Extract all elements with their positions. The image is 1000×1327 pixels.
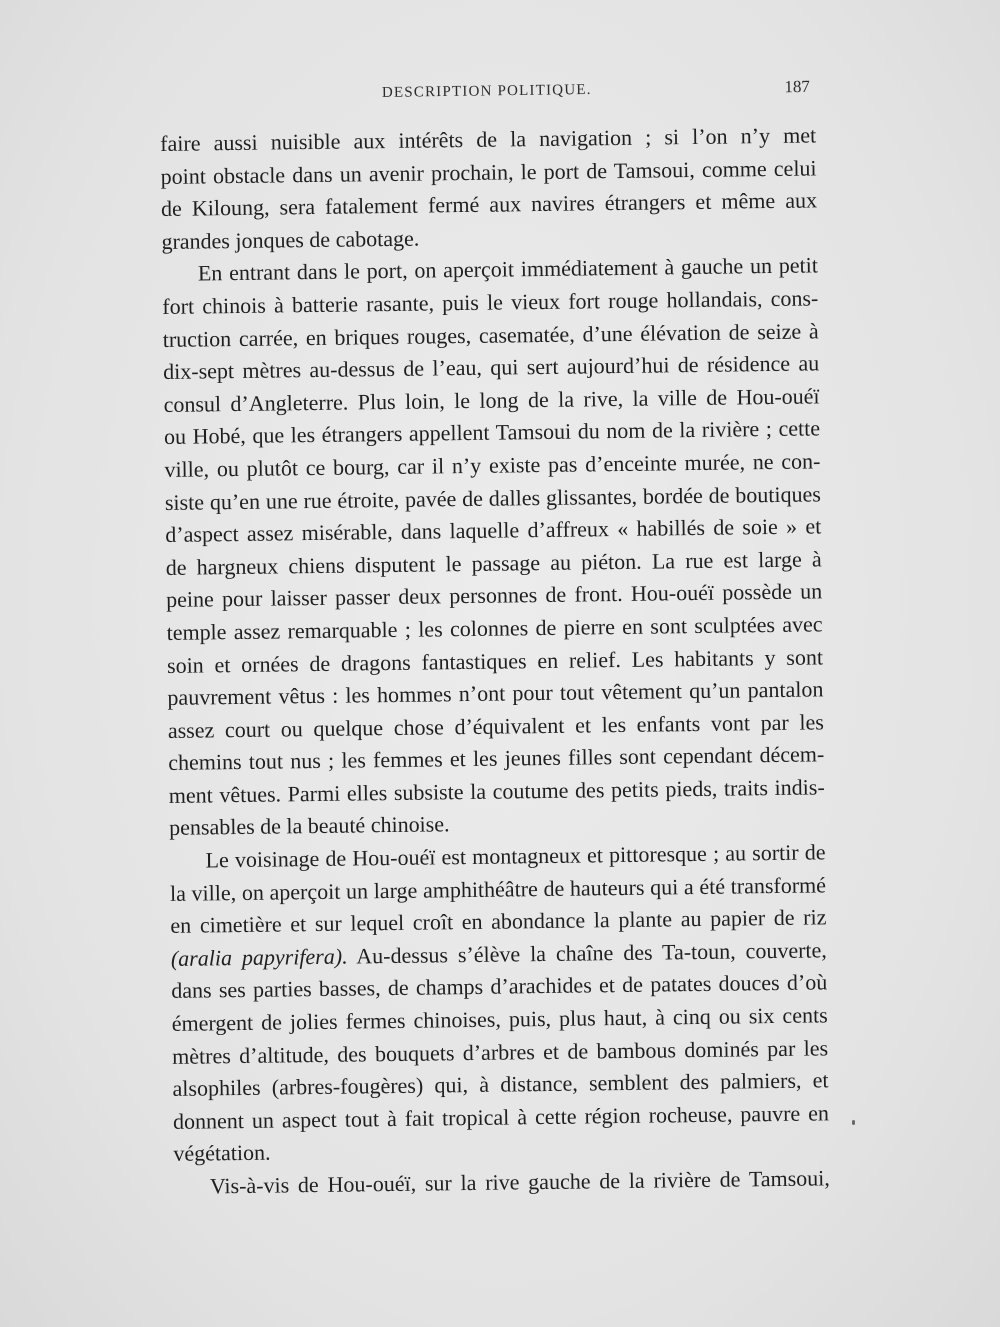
- page-number: 187: [784, 76, 810, 97]
- text-line: ment vêtues. Parmi elles subsiste la coutume des petits pieds, traits indis-: [168, 774, 825, 808]
- text-line: grandes jonques de cabotage.: [161, 225, 420, 254]
- text-line: assez court ou quelque chose d’équivalent et les enfants vont par les: [167, 709, 824, 743]
- text-line: la ville, on aperçoit un large amphithéâtre de hauteurs qui a été transformé: [169, 872, 827, 906]
- text-line: consul d’Angleterre. Plus loin, le long de la rive, la ville de Hou-ouéï: [163, 383, 820, 417]
- paper-speck: [852, 1120, 855, 1125]
- text-line: émergent de jolies fermes chinoises, puis, plus haut, à cinq ou six cents: [171, 1002, 828, 1036]
- text-line: faire aussi nuisible aux intérêts de la navigation ; si l’on n’y met: [160, 122, 817, 156]
- text-line: dans ses parties basses, de champs d’arachides et de patates douces d’où: [171, 969, 828, 1004]
- text-line-continuation: Au-dessus s’élève la chaîne des Ta-toun, couverte,: [347, 937, 827, 969]
- text-line: peine pour laisser passer deux personnes de front. Hou-ouéï possède un: [166, 578, 823, 613]
- text-line: ville, ou plutôt ce bourg, car il n’y existe pas d’enceinte murée, ne con-: [164, 448, 821, 482]
- paragraph-first-line: Vis-à-vis de Hou-ouéï, sur la rive gauche de la rivière de Tamsoui,: [209, 1165, 830, 1199]
- text-line: d’aspect assez misérable, dans laquelle d’affreux « habillés de soie » et: [165, 513, 822, 548]
- text-line: de Kiloung, sera fatalement fermé aux navires étrangers et même aux: [160, 187, 818, 222]
- text-line: de hargneux chiens disputent le passage au piéton. La rue est large à: [165, 546, 822, 580]
- text-line: alsophiles (arbres-fougères) qui, à distance, semblent des palmiers, et: [172, 1067, 829, 1102]
- text-line: mètres d’altitude, des bouquets d’arbres et de bambous dominés par les: [171, 1034, 829, 1069]
- paragraph-first-line: Le voisinage de Hou-ouéï est montagneux et pittoresque ; au sortir de: [205, 839, 826, 873]
- text-line: dix-sept mètres au-dessus de l’eau, qui sert aujourd’hui de résidence au: [163, 350, 820, 385]
- text-line: donnent un aspect tout à fait tropical à cette région rocheuse, pauvre en: [172, 1100, 830, 1134]
- text-line: siste qu’en une rue étroite, pavée de dalles glissantes, bordée de boutiques: [164, 480, 822, 515]
- text-line: fort chinois à batterie rasante, puis le vieux fort rouge hollandais, cons-: [162, 285, 819, 319]
- text-line: végétation.: [173, 1140, 271, 1167]
- running-title: DESCRIPTION POLITIQUE.: [381, 81, 592, 101]
- text-line: pensables de la beauté chinoise.: [168, 811, 450, 841]
- text-line: pauvrement vêtus : les hommes n’ont pour tout vêtement qu’un pantalon: [167, 676, 824, 711]
- text-line: chemins tout nus ; les femmes et les jeunes filles sont cependant décem-: [168, 741, 825, 776]
- text-line: en cimetière et sur lequel croît en abondance la plante au papier de riz: [170, 904, 827, 939]
- text-line: ou Hobé, que les étrangers appellent Tamsoui du nom de la rivière ; cette: [163, 415, 821, 450]
- body-text: [160, 119, 830, 1203]
- text-line: soin et ornées de dragons fantastiques en relief. Les habitants y sont: [166, 643, 824, 678]
- italic-latin-name: (aralia papyrifera).: [170, 943, 348, 971]
- running-head: [160, 77, 810, 116]
- text-line: point obstacle dans un avenir prochain, le port de Tamsoui, comme celui: [160, 155, 817, 189]
- paragraph-first-line: En entrant dans le port, on aperçoit immédiatement à gauche un petit: [197, 252, 819, 286]
- text-line: temple assez remarquable ; les colonnes de pierre en sont sculptées avec: [166, 611, 823, 645]
- text-line: truction carrée, en briques rouges, casematée, d’une élévation de seize à: [162, 317, 819, 352]
